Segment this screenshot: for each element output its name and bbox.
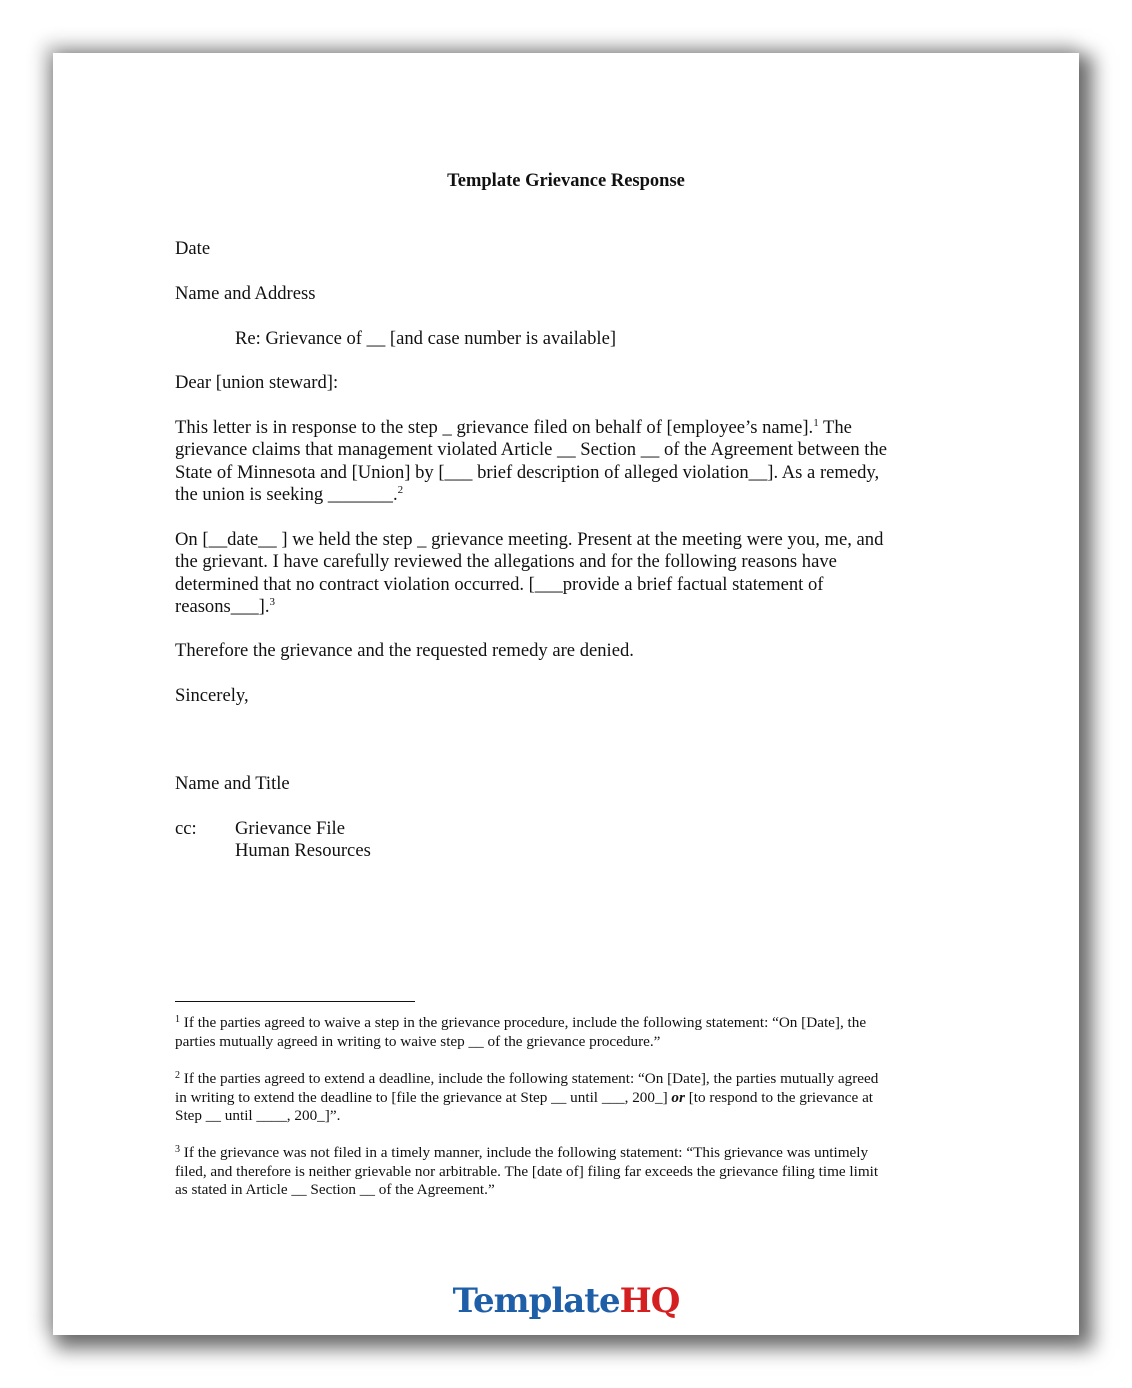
cc-label: cc: [175, 818, 197, 839]
paragraph-2-line: On [__date__ ] we held the step _ grievance meeting. Present at the meeting were you, me, and [175, 529, 884, 550]
footnote-1 [175, 1014, 975, 1051]
conclusion: Therefore the grievance and the requested remedy are denied. [175, 640, 634, 661]
footnote-number: 3 [175, 1144, 180, 1155]
footnote-line [175, 1014, 975, 1033]
paragraph-2-line: determined that no contract violation occurred. [___provide a brief factual statement of [175, 573, 824, 595]
paragraph-1-line: State of Minnesota and [Union] by [___ brief description of alleged violation__]. As a remedy, [175, 461, 880, 483]
paragraph-2 [175, 529, 965, 618]
cc-item: Human Resources [235, 840, 371, 861]
paragraph-2-line: the grievant. I have carefully reviewed the allegations and for the following reasons have [175, 551, 837, 573]
date-field: Date [175, 238, 211, 259]
templatehq-logo [53, 1281, 1079, 1321]
document-page [53, 53, 1079, 1335]
footnote-line [175, 1144, 975, 1163]
logo-part-hq: HQ [619, 1281, 680, 1321]
footnote-3 [175, 1144, 975, 1200]
footnote-text: If the grievance was not filed in a timely manner, include the following statement: “This grievance was untimely [180, 1144, 869, 1161]
footnote-emphasis: or [671, 1088, 685, 1106]
signature-block: Name and Title [175, 773, 290, 794]
footnote-text: If the parties agreed to waive a step in the grievance procedure, include the following statement: “On [Date], the [180, 1014, 867, 1031]
footnote-number: 2 [175, 1070, 180, 1081]
footnote-ref-3: 3 [269, 595, 275, 608]
footnote-text: [to respond to the grievance at [684, 1088, 874, 1106]
footnote-line [175, 1089, 975, 1108]
paragraph-1 [175, 417, 965, 506]
footnote-number: 1 [175, 1014, 180, 1025]
paragraph-1-line-text: the union is seeking _______. [175, 483, 398, 505]
paragraph-1-line-text: This letter is in response to the step _ grievance filed on behalf of [employee’s name]. [175, 417, 814, 438]
salutation: Dear [union steward]: [175, 372, 339, 393]
footnote-text: If the parties agreed to extend a deadline, include the following statement: “On [Date], the parties mutually agreed [180, 1070, 879, 1087]
paragraph-1-line: grievance claims that management violated Article __ Section __ of the Agreement between the [175, 439, 887, 461]
paragraph-1-line [175, 417, 965, 439]
footnote-ref-1: 1 [813, 417, 819, 429]
footnote-ref-2: 2 [397, 483, 404, 496]
name-and-address: Name and Address [175, 283, 316, 304]
paragraph-2-line [175, 596, 965, 618]
footnote-divider [175, 1001, 415, 1002]
paragraph-2-line-text: reasons___]. [175, 595, 270, 617]
footnote-line: parties mutually agreed in writing to waive step __ of the grievance procedure.” [175, 1032, 661, 1050]
footnote-line: Step __ until ____, 200_]”. [175, 1107, 341, 1125]
footnote-line: filed, and therefore is neither grievable nor arbitrable. The [date of] filing far exceeds the grievance filing time limit [175, 1162, 879, 1180]
cc-item: Grievance File [235, 818, 345, 839]
logo-part-template: Template [452, 1281, 620, 1321]
paragraph-1-line [175, 484, 965, 506]
footnote-2 [175, 1070, 975, 1126]
paragraph-1-line-tail: The [818, 417, 852, 438]
re-line: Re: Grievance of __ [and case number is available] [235, 328, 617, 349]
footnote-line [175, 1070, 975, 1089]
footnote-line: as stated in Article __ Section __ of the Agreement.” [175, 1181, 495, 1199]
footnote-text: in writing to extend the deadline to [file the grievance at Step __ until ___, 200_] [175, 1088, 672, 1106]
document-title: Template Grievance Response [447, 171, 685, 191]
closing: Sincerely, [175, 685, 249, 706]
